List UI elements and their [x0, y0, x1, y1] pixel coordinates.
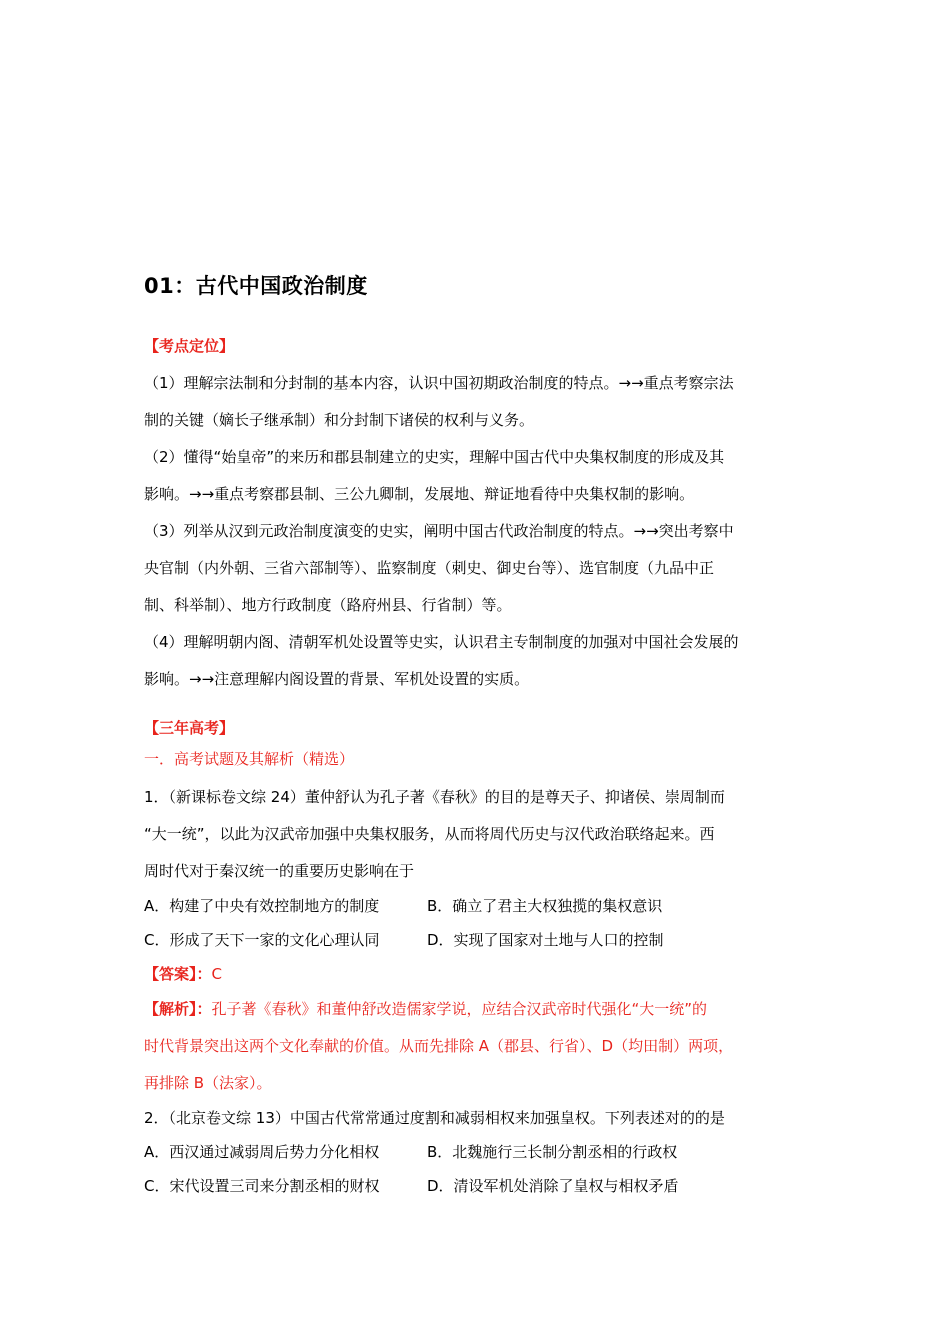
key-point-line: （4）理解明朝内阁、清朝军机处设置等史实，认识君主专制制度的加强对中国社会发展的	[144, 633, 739, 651]
option-c[interactable]: C．形成了天下一家的文化心理认同	[144, 931, 380, 949]
exam-section	[144, 713, 808, 775]
document-title: 01：古代中国政治制度	[144, 274, 368, 298]
exam-subheading: 一．高考试题及其解析（精选）	[144, 750, 355, 768]
option-b[interactable]: B．北魏施行三长制分割丞相的行政权	[427, 1143, 678, 1161]
analysis-label: 【解析】：	[144, 1000, 212, 1018]
key-point-line: 影响。→→注意理解内阁设置的背景、军机处设置的实质。	[144, 670, 530, 688]
key-point-line: 央官制（内外朝、三省六部制等）、监察制度（刺史、御史台等）、选官制度（九品中正	[144, 559, 715, 577]
answer-label: 【答案】：	[144, 965, 212, 983]
answer-line	[144, 957, 808, 991]
key-point-line: （3）列举从汉到元政治制度演变的史实，阐明中国古代政治制度的特点。→→突出考察中	[144, 522, 734, 540]
question-1-line: 1．（新课标卷文综 24）董仲舒认为孔子著《春秋》的目的是尊天子、抑诸侯、崇周制而	[144, 788, 725, 806]
option-d[interactable]: D．清设军机处消除了皇权与相权矛盾	[427, 1177, 679, 1195]
question-1-options	[144, 889, 808, 957]
key-point-line: 影响。→→重点考察郡县制、三公九卿制，发展地、辩证地看待中央集权制的影响。	[144, 485, 695, 503]
answer-value: C	[211, 965, 222, 983]
key-points-heading: 【考点定位】	[144, 337, 235, 355]
analysis-line: 孔子著《春秋》和董仲舒改造儒家学说，应结合汉武帝时代强化“大一统”的	[211, 1000, 708, 1018]
question-1-line: 周时代对于秦汉统一的重要历史影响在于	[144, 862, 415, 880]
key-point-line: 制的关键（嫡长子继承制）和分封制下诸侯的权利与义务。	[144, 411, 535, 429]
option-c[interactable]: C．宋代设置三司来分割丞相的财权	[144, 1177, 380, 1195]
question-2	[144, 1101, 808, 1203]
key-points-section	[144, 328, 808, 698]
question-2-line: 2．（北京卷文综 13）中国古代常常通过度割和减弱相权来加强皇权。下列表述对的的是	[144, 1109, 725, 1127]
key-point-line: （1）理解宗法制和分封制的基本内容，认识中国初期政治制度的特点。→→重点考察宗法	[144, 374, 734, 392]
option-a[interactable]: A．西汉通过减弱周后势力分化相权	[144, 1143, 380, 1161]
key-point-line: 制、科举制）、地方行政制度（路府州县、行省制）等。	[144, 596, 512, 614]
exam-section-heading: 【三年高考】	[144, 719, 235, 737]
question-1	[144, 779, 808, 890]
key-point-line: （2）懂得“始皇帝”的来历和郡县制建立的史实，理解中国古代中央集权制度的形成及其	[144, 448, 725, 466]
option-b[interactable]: B．确立了君主大权独揽的集权意识	[427, 897, 663, 915]
option-a[interactable]: A．构建了中央有效控制地方的制度	[144, 897, 380, 915]
analysis-line: 再排除 B（法家）。	[144, 1074, 272, 1092]
question-1-line: “大一统”，以此为汉武帝加强中央集权服务，从而将周代历史与汉代政治联络起来。西	[144, 825, 715, 843]
option-d[interactable]: D．实现了国家对土地与人口的控制	[427, 931, 664, 949]
analysis-line: 时代背景突出这两个文化奉献的价值。从而先排除 A（郡县、行省）、D（均田制）两项，	[144, 1037, 734, 1055]
analysis-block	[144, 991, 808, 1102]
